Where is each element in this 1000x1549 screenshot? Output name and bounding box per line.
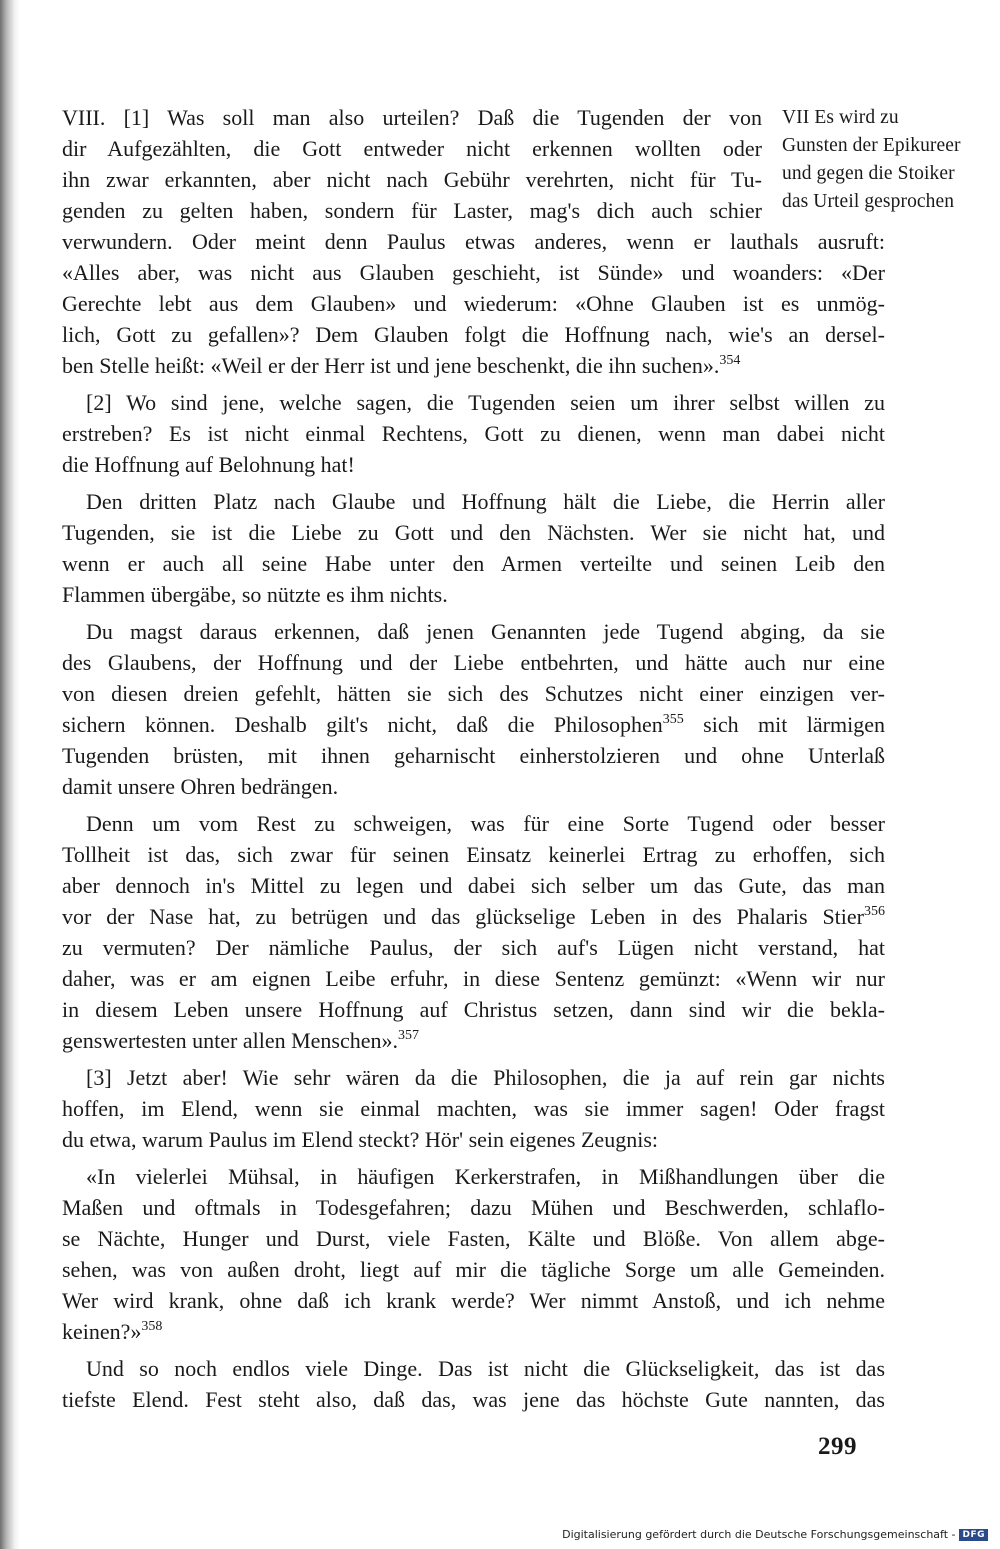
footnote-ref: 358 [141, 1319, 163, 1334]
footnote-ref: 355 [662, 712, 684, 727]
text-line: «In vielerlei Mühsal, in häufigen Kerkerstrafen, in Mißhandlungen über die [86, 1164, 885, 1189]
text-line: wenn er auch all seine Habe unter den Armen verteilte und seinen Leib den [62, 551, 885, 576]
text-segment: keinen?» [62, 1319, 142, 1344]
text-line: Maßen und oftmals in Todesgefahren; dazu Mühen und Beschwerden, schlaflo- [62, 1195, 885, 1220]
text-line: [2] Wo sind jene, welche sagen, die Tugenden seien um ihrer selbst willen zu [86, 390, 885, 415]
margin-note-line: Gunsten der Epikureer [782, 135, 961, 156]
margin-note-line: VII Es wird zu [782, 107, 899, 128]
body-text [62, 102, 885, 1421]
text-line: Tugenden brüsten, mit ihnen geharnischt einherstolzieren und ohne Unterlaß [62, 743, 885, 768]
text-line: verwundern. Oder meint denn Paulus etwas anderes, wenn er lauthals ausruft: [62, 229, 885, 254]
text-line: daher, was er am eignen Leibe erfuhr, in diese Sentenz gemünzt: «Wenn wir nur [62, 966, 885, 991]
text-line [62, 1025, 885, 1056]
text-line: damit unsere Ohren bedrängen. [62, 774, 339, 799]
text-line: genden zu gelten haben, sondern für Laster, mag's dich auch schier [62, 198, 762, 223]
text-line: Den dritten Platz nach Glaube und Hoffnung hält die Liebe, die Herrin aller [86, 489, 885, 514]
text-line: hoffen, im Elend, wenn sie einmal machten, was sie immer sagen! Oder fragst [62, 1096, 885, 1121]
text-segment: vor der Nase hat, zu betrügen und das glückselige Leben in des Phalaris Stier [62, 904, 864, 929]
paragraph [62, 808, 885, 1056]
digitization-footer [562, 1528, 988, 1541]
text-line: die Hoffnung auf Belohnung hat! [62, 452, 355, 477]
text-line: sehen, was von außen droht, liegt auf mir die tägliche Sorge um alle Gemeinden. [62, 1257, 885, 1282]
quotation-paragraph [62, 1161, 885, 1347]
text-line: Gerechte lebt aus dem Glauben» und wiederum: «Ohne Glauben ist es unmög- [62, 291, 885, 316]
paragraph [62, 387, 885, 480]
paragraph [62, 486, 885, 610]
text-line: lich, Gott zu gefallen»? Dem Glauben folgt die Hoffnung nach, wie's an dersel- [62, 322, 885, 347]
paragraph [62, 102, 885, 381]
page-gutter-fade [14, 0, 20, 1549]
footnote-ref: 354 [719, 353, 741, 368]
margin-note-line: und gegen die Stoiker [782, 163, 955, 184]
footnote-ref: 356 [864, 904, 885, 919]
text-line [62, 901, 885, 932]
text-line [62, 350, 885, 381]
text-line: aber dennoch in's Mittel zu legen und dabei sich selber um das Gute, das man [62, 873, 885, 898]
text-line: se Nächte, Hunger und Durst, viele Fasten, Kälte und Blöße. Von allem abge- [62, 1226, 885, 1251]
page-gutter-shadow [0, 0, 14, 1549]
text-line: «Alles aber, was nicht aus Glauben geschieht, ist Sünde» und woanders: «Der [62, 260, 885, 285]
text-line: dir Aufgezählten, die Gott entweder nicht erkennen wollten oder [62, 136, 762, 161]
footnote-ref: 357 [398, 1028, 419, 1043]
text-line: Und so noch endlos viele Dinge. Das ist nicht die Glückseligkeit, das ist das [86, 1356, 885, 1381]
text-line: du etwa, warum Paulus im Elend steckt? Hör' sein eigenes Zeugnis: [62, 1127, 658, 1152]
text-line: VIII. [1] Was soll man also urteilen? Daß die Tugenden der von [62, 105, 762, 130]
dfg-logo: DFG [959, 1529, 988, 1541]
paragraph [62, 1353, 885, 1415]
text-line: Wer wird krank, ohne daß ich krank werde? Wer nimmt Anstoß, und ich nehme [62, 1288, 885, 1313]
text-line: Du magst daraus erkennen, daß jenen Genannten jede Tugend abging, da sie [86, 619, 885, 644]
footer-credit-text: Digitalisierung gefördert durch die Deutsche Forschungsgemeinschaft - [562, 1528, 956, 1541]
paragraph [62, 616, 885, 802]
text-line: erstreben? Es ist nicht einmal Rechtens, Gott zu dienen, wenn man dabei nicht [62, 421, 885, 446]
text-line: tiefste Elend. Fest steht also, daß das, was jene das höchste Gute nannten, das [62, 1387, 885, 1412]
text-line [62, 1316, 885, 1347]
text-line: Tollheit ist das, sich zwar für seinen Einsatz keinerlei Ertrag zu erhoffen, sich [62, 842, 885, 867]
margin-note-line: das Urteil gesprochen [782, 191, 955, 212]
page-number: 299 [818, 1433, 857, 1460]
text-segment: genswertesten unter allen Menschen». [62, 1028, 398, 1053]
text-line: Tugenden, sie ist die Liebe zu Gott und den Nächsten. Wer sie nicht hat, und [62, 520, 885, 545]
text-line: von diesen dreien gefehlt, hätten sie sich des Schutzes nicht einer einzigen ver- [62, 681, 885, 706]
text-segment: sichern können. Deshalb gilt's nicht, daß die Philosophen [62, 712, 663, 737]
text-line: Denn um vom Rest zu schweigen, was für eine Sorte Tugend oder besser [86, 811, 885, 836]
text-segment: ben Stelle heißt: «Weil er der Herr ist und jene beschenkt, die ihn suchen». [62, 353, 720, 378]
text-segment: sich mit lärmigen [683, 712, 885, 737]
text-line [62, 709, 885, 740]
text-line: [3] Jetzt aber! Wie sehr wären da die Philosophen, die ja auf rein gar nichts [86, 1065, 885, 1090]
paragraph [62, 1062, 885, 1155]
text-line: des Glaubens, der Hoffnung und der Liebe entbehrten, und hätte auch nur eine [62, 650, 885, 675]
text-line: in diesem Leben unsere Hoffnung auf Christus setzen, dann sind wir die bekla- [62, 997, 885, 1022]
text-line: Flammen übergäbe, so nützte es ihm nichts. [62, 582, 448, 607]
text-line: ihn zwar erkannten, aber nicht nach Gebühr verehrten, nicht für Tu- [62, 167, 762, 192]
text-line: zu vermuten? Der nämliche Paulus, der sich auf's Lügen nicht verstand, hat [62, 935, 885, 960]
